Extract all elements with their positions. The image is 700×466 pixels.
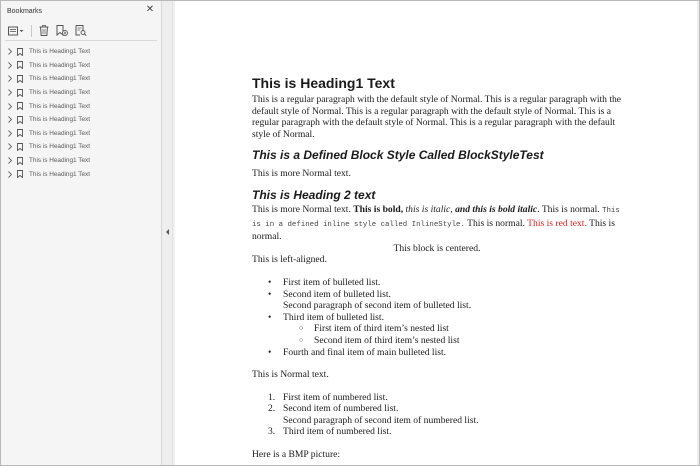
bookmark-label: This is Heading1 Text <box>29 102 90 110</box>
bookmarks-panel <box>1 1 162 465</box>
new-bookmark-button[interactable] <box>56 24 68 38</box>
block-style-heading: This is a Defined Block Style Called BlockStyleTest <box>252 148 544 163</box>
picture-intro-paragraph: Here is a BMP picture: <box>252 449 341 461</box>
numbered-item <box>268 426 622 438</box>
nested-list-item: ○ Second item of third item’s nested list <box>314 335 622 347</box>
close-icon[interactable]: ✕ <box>145 4 155 15</box>
bookmark-item[interactable] <box>1 45 161 59</box>
bookmark-search-icon <box>75 25 87 36</box>
chevron-right-icon[interactable] <box>6 170 13 179</box>
bookmark-item[interactable] <box>1 99 161 113</box>
bookmark-icon <box>16 47 23 56</box>
list-item-paragraph: Second paragraph of second item of bulleted list. <box>283 300 472 312</box>
list-item-text: Second item of numbered list. <box>283 403 399 415</box>
document-content <box>252 75 622 461</box>
bookmark-label: This is Heading1 Text <box>29 61 90 69</box>
red-text: This is red text. <box>527 217 587 229</box>
bookmark-item[interactable] <box>1 154 161 168</box>
normal-text: , <box>450 203 456 215</box>
normal-paragraph: This is Normal text. <box>252 369 329 381</box>
nested-list-item: ○ First item of third item’s nested list <box>314 323 622 335</box>
list-item <box>283 289 622 312</box>
bookmark-icon <box>16 74 23 83</box>
list-item-text: Third item of bulleted list. <box>283 311 384 323</box>
bookmark-label: This is Heading1 Text <box>29 48 90 56</box>
item-number: 1. <box>268 391 276 403</box>
normal-text: This is more Normal text. <box>252 203 354 215</box>
options-menu-button[interactable] <box>8 24 24 38</box>
italic-text: this is italic <box>405 203 451 215</box>
bookmark-item[interactable] <box>1 86 161 100</box>
chevron-right-icon[interactable] <box>6 102 13 111</box>
list-item-text: First item of numbered list. <box>283 391 388 403</box>
bookmark-label: This is Heading1 Text <box>29 129 90 137</box>
bookmark-item[interactable] <box>1 127 161 141</box>
chevron-right-icon[interactable] <box>6 115 13 124</box>
list-item <box>283 312 622 347</box>
item-number: 2. <box>268 403 276 415</box>
chevron-right-icon[interactable] <box>6 61 13 70</box>
add-bookmark-icon <box>56 25 68 36</box>
bold-text: This is bold, <box>353 203 406 215</box>
bookmark-icon <box>16 170 23 179</box>
chevron-right-icon[interactable] <box>6 47 13 56</box>
normal-text: This is normal. <box>464 217 528 229</box>
chevron-right-icon[interactable] <box>6 129 13 138</box>
chevron-right-icon[interactable] <box>6 142 13 151</box>
bookmark-label: This is Heading1 Text <box>29 116 90 124</box>
centered-paragraph: This block is centered. <box>393 242 481 254</box>
list-item-text: Second item of bulleted list. <box>283 288 391 300</box>
panel-splitter[interactable] <box>162 1 173 465</box>
bookmark-icon <box>16 115 23 124</box>
bookmark-item[interactable] <box>1 72 161 86</box>
bookmark-icon <box>16 61 23 70</box>
trash-icon <box>39 25 49 36</box>
bookmark-item[interactable] <box>1 167 161 181</box>
item-number: 3. <box>268 426 276 438</box>
bookmark-item[interactable] <box>1 140 161 154</box>
bulleted-list <box>283 277 622 358</box>
bookmark-icon <box>16 88 23 97</box>
bookmark-label: This is Heading1 Text <box>29 75 90 83</box>
bookmark-icon <box>16 142 23 151</box>
inline-style-text: This is in a defined inline style called InlineStyle. <box>252 206 620 229</box>
numbered-item <box>268 391 622 404</box>
list-item-text: Third item of numbered list. <box>283 426 392 438</box>
heading2: This is Heading 2 text <box>252 187 376 202</box>
document-viewer[interactable] <box>173 1 699 465</box>
toolbar-separator <box>31 25 32 37</box>
heading1: This is Heading1 Text <box>252 75 395 91</box>
bookmark-icon <box>16 102 23 111</box>
document-page <box>175 1 697 466</box>
collapse-panel-icon[interactable] <box>166 229 169 235</box>
normal-paragraph: This is more Normal text. <box>252 168 351 180</box>
delete-bookmark-button[interactable] <box>39 24 49 38</box>
left-aligned-paragraph: This is left-aligned. <box>252 254 327 266</box>
numbered-item <box>268 403 622 426</box>
bookmark-label: This is Heading1 Text <box>29 157 90 165</box>
mixed-style-paragraph <box>252 204 622 243</box>
list-item-paragraph: Second paragraph of second item of numbered list. <box>283 414 479 426</box>
bookmark-label: This is Heading1 Text <box>29 170 90 178</box>
list-item: • Fourth and final item of main bulleted list. <box>283 347 622 359</box>
nested-list <box>314 323 622 346</box>
intro-paragraph: This is a regular paragraph with the default style of Normal. This is a regular paragraph with the default style of Normal. This is a regular paragraph with the default style of Normal. This is a regular paragraph with the default style of Normal. This is a regular paragraph with the default style of Normal. <box>252 94 622 140</box>
normal-text: . This is normal. <box>537 203 603 215</box>
bookmark-label: This is Heading1 Text <box>29 143 90 151</box>
bold-italic-text: and this is bold italic <box>455 203 538 215</box>
chevron-right-icon[interactable] <box>6 156 13 165</box>
bookmarks-toolbar <box>5 21 157 41</box>
chevron-right-icon[interactable] <box>6 74 13 83</box>
chevron-right-icon[interactable] <box>6 88 13 97</box>
normal-text: This is normal. <box>252 217 615 243</box>
numbered-list <box>268 391 622 438</box>
bookmark-icon <box>16 129 23 138</box>
bookmarks-panel-header <box>1 1 161 21</box>
find-bookmark-button[interactable] <box>75 24 87 38</box>
bookmark-icon <box>16 156 23 165</box>
list-item: • First item of bulleted list. <box>283 277 622 289</box>
bookmark-item[interactable] <box>1 113 161 127</box>
bookmarks-panel-title: Bookmarks <box>7 7 43 15</box>
bookmark-list <box>1 45 161 181</box>
list-options-icon <box>8 26 24 36</box>
bookmark-label: This is Heading1 Text <box>29 89 90 97</box>
bookmark-item[interactable] <box>1 59 161 73</box>
